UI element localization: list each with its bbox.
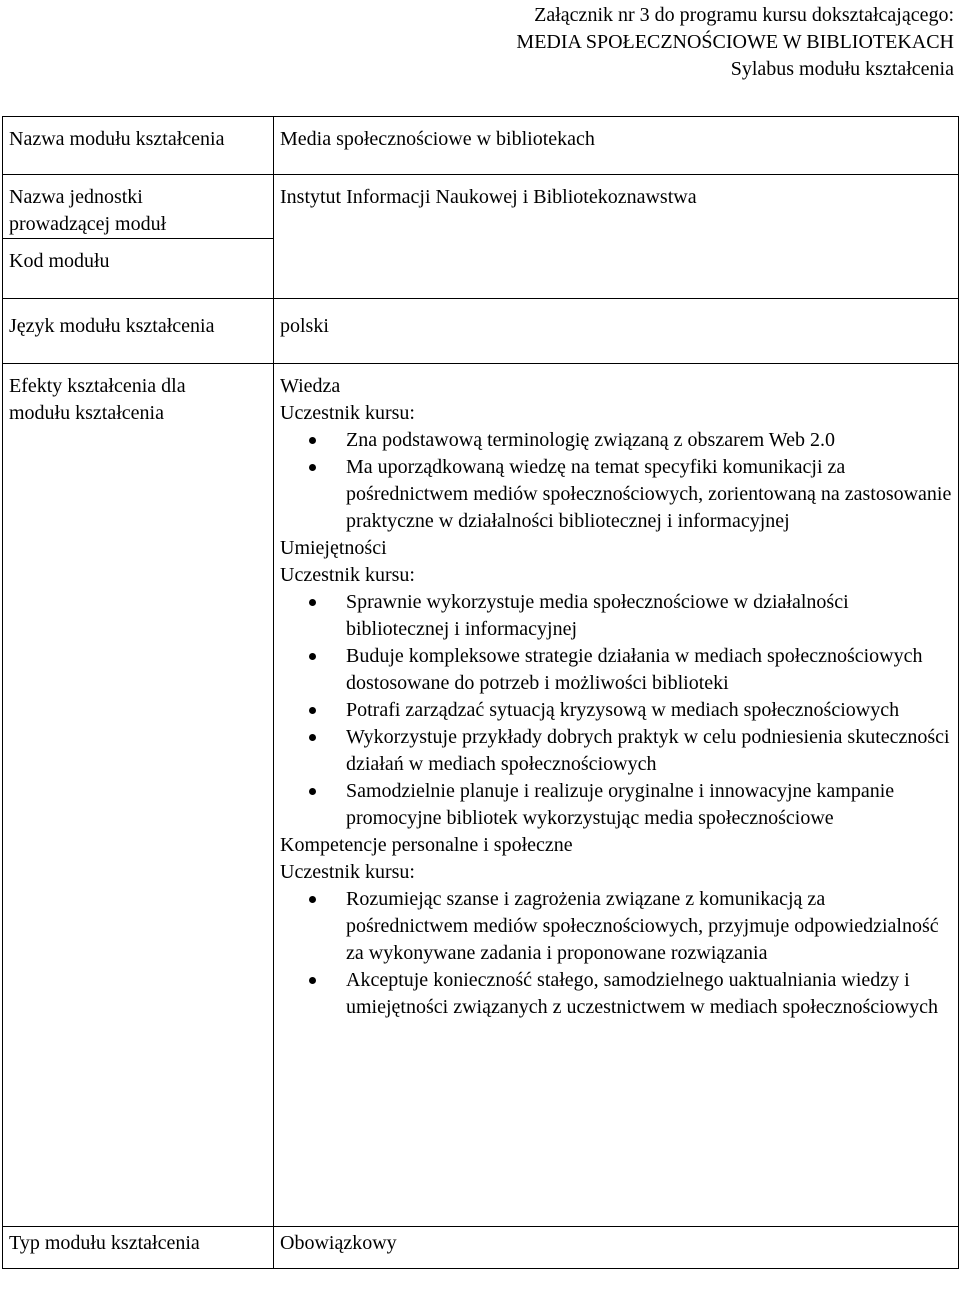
outcomes-label	[3, 364, 274, 1227]
list-item: Wykorzystuje przykłady dobrych praktyk w celu podniesienia skuteczności działań w mediach społecznościowych	[346, 724, 952, 778]
outcomes-value	[274, 364, 959, 1227]
module-type-value: Obowiązkowy	[274, 1227, 959, 1269]
competences-list	[280, 886, 952, 1021]
header-line-1: Załącznik nr 3 do programu kursu dokształcającego:	[534, 4, 954, 26]
row-language	[3, 299, 959, 364]
header-line-2: MEDIA SPOŁECZNOŚCIOWE W BIBLIOTEKACH	[516, 31, 954, 53]
list-item: Sprawnie wykorzystuje media społecznościowe w działalności bibliotecznej i informacyjnej	[346, 589, 952, 643]
syllabus-table	[2, 116, 959, 1269]
list-item: Akceptuje konieczność stałego, samodzielnego uaktualniania wiedzy i umiejętności związanych z uczestnictwem w mediach społecznościowych	[346, 967, 952, 1021]
module-type-label: Typ modułu kształcenia	[3, 1227, 274, 1269]
row-module-type	[3, 1227, 959, 1269]
row-learning-outcomes	[3, 364, 959, 1227]
code-label: Kod modułu	[3, 239, 274, 299]
skills-heading: Umiejętności	[280, 537, 387, 559]
list-item: Samodzielnie planuje i realizuje oryginalne i innowacyjne kampanie promocyjne bibliotek wykorzystując media społecznościowe	[346, 778, 952, 832]
list-item: Zna podstawową terminologię związaną z obszarem Web 2.0	[346, 427, 952, 454]
unit-label	[3, 175, 274, 239]
knowledge-list	[280, 427, 952, 535]
skills-list	[280, 589, 952, 832]
outcomes-label-line-1: Efekty kształcenia dla	[9, 375, 186, 397]
language-label: Język modułu kształcenia	[3, 299, 274, 364]
unit-value	[274, 175, 959, 299]
document-header	[516, 2, 954, 83]
knowledge-heading: Wiedza	[280, 375, 341, 397]
unit-label-line-2: prowadzącej moduł	[9, 213, 167, 235]
module-name-label: Nazwa modułu kształcenia	[3, 117, 274, 175]
unit-value-text: Instytut Informacji Naukowej i Bibliotekoznawstwa	[280, 186, 697, 208]
header-line-3: Sylabus modułu kształcenia	[730, 58, 954, 80]
list-item: Ma uporządkowaną wiedzę na temat specyfiki komunikacji za pośrednictwem mediów społecznościowych, zorientowaną na zastosowanie praktyczne w działalności bibliotecznej i informacyjnej	[346, 454, 952, 535]
list-item: Rozumiejąc szanse i zagrożenia związane z komunikacją za pośrednictwem mediów społecznościowych, przyjmuje odpowiedzialność za wykonywane zadania i proponowane rozwiązania	[346, 886, 952, 967]
row-module-name	[3, 117, 959, 175]
outcomes-label-line-2: modułu kształcenia	[9, 402, 164, 424]
language-value: polski	[274, 299, 959, 364]
unit-label-line-1: Nazwa jednostki	[9, 186, 143, 208]
row-unit	[3, 175, 959, 239]
knowledge-intro: Uczestnik kursu:	[280, 402, 415, 424]
list-item: Potrafi zarządzać sytuacją kryzysową w mediach społecznościowych	[346, 697, 952, 724]
list-item: Buduje kompleksowe strategie działania w mediach społecznościowych dostosowane do potrzeb i możliwości biblioteki	[346, 643, 952, 697]
competences-intro: Uczestnik kursu:	[280, 861, 415, 883]
competences-heading: Kompetencje personalne i społeczne	[280, 834, 573, 856]
module-name-value: Media społecznościowe w bibliotekach	[274, 117, 959, 175]
skills-intro: Uczestnik kursu:	[280, 564, 415, 586]
